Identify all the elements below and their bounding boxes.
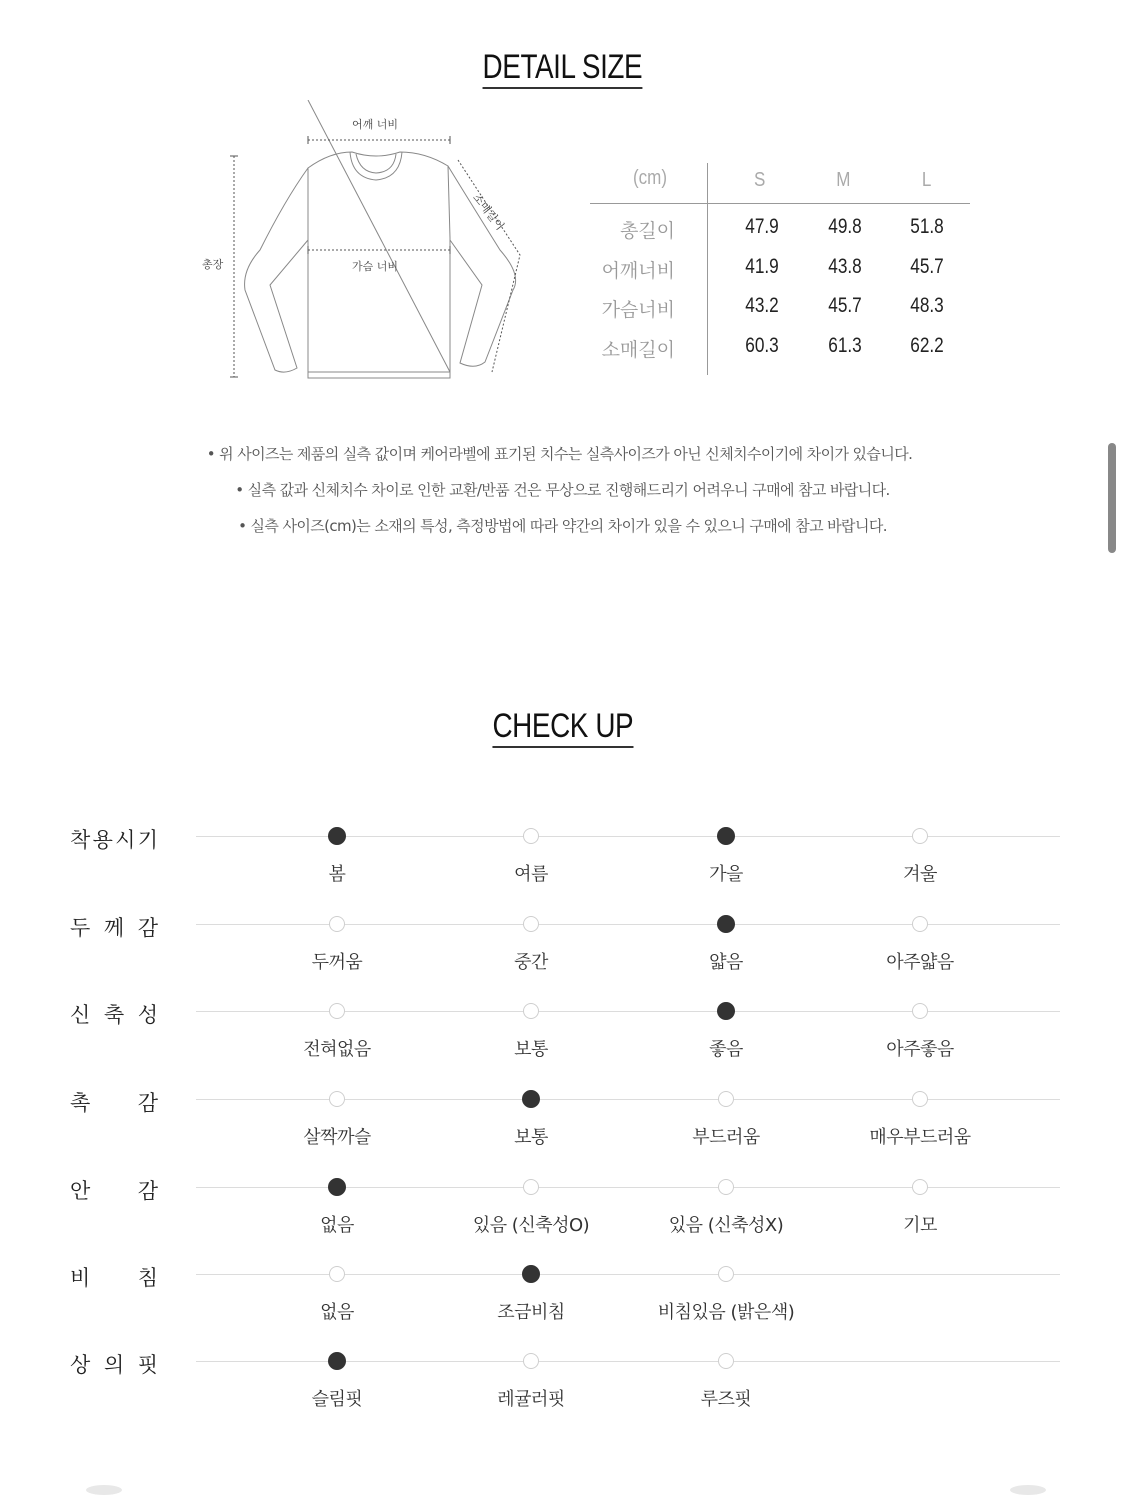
cell-value: 41.9 <box>745 255 779 278</box>
check-up-option-label: 봄 <box>328 864 346 885</box>
check-up-option-label: 기모 <box>903 1215 937 1236</box>
chest-width-label: 가슴 너비 <box>352 260 399 273</box>
label-char: 촉 <box>70 1091 91 1115</box>
label-char: 께 <box>103 916 125 940</box>
radio-unselected-icon <box>718 1179 734 1195</box>
check-up-option-label: 살짝까슬 <box>303 1127 371 1148</box>
table-header-divider <box>590 203 970 204</box>
detail-size-title <box>0 48 1125 89</box>
table-col-m: M <box>836 169 851 191</box>
check-up-title <box>0 707 1125 748</box>
check-up-row <box>0 828 1125 916</box>
label-char: 시 <box>115 828 136 852</box>
cell-value: 47.9 <box>745 215 779 238</box>
check-up-option-label: 아주좋음 <box>886 1039 954 1060</box>
scale-track <box>196 924 1060 925</box>
radio-unselected-icon <box>523 1003 539 1019</box>
sleeve-length-label: 소매길이 <box>470 191 507 233</box>
check-up-row <box>0 1003 1125 1091</box>
scale-track <box>196 1099 1060 1100</box>
shirt-outline-icon <box>190 100 550 400</box>
check-up-option-label: 중간 <box>514 952 548 973</box>
size-note-2: • 실측 값과 신체치수 차이로 인한 교환/반품 건은 무상으로 진행해드리기 어려우니 구매에 참고 바랍니다. <box>235 481 890 499</box>
check-up-option-label: 보통 <box>514 1127 548 1148</box>
cell-value: 48.3 <box>910 294 944 317</box>
check-up-row-label <box>70 1349 158 1379</box>
label-char: 신 <box>70 1003 91 1027</box>
label-char: 성 <box>137 1003 158 1027</box>
radio-unselected-icon <box>912 1091 928 1107</box>
label-char: 침 <box>137 1266 158 1290</box>
cell-value: 60.3 <box>745 334 779 357</box>
label-char: 용 <box>92 828 113 852</box>
check-up-row-label <box>70 824 158 854</box>
size-diagram <box>190 100 550 400</box>
carousel-next-button[interactable] <box>1010 1485 1046 1495</box>
label-char: 감 <box>137 1179 158 1203</box>
cell-value: 49.8 <box>828 215 862 238</box>
radio-unselected-icon <box>718 1091 734 1107</box>
check-up-row <box>0 916 1125 1004</box>
label-char: 기 <box>137 828 158 852</box>
table-col-l: L <box>921 169 932 191</box>
check-up-option-label: 여름 <box>514 864 548 885</box>
page-scrollbar[interactable] <box>1108 443 1116 553</box>
check-up-option-label: 없음 <box>320 1215 354 1236</box>
radio-unselected-icon <box>912 828 928 844</box>
shoulder-width-label: 어깨 너비 <box>352 118 399 131</box>
check-up-row <box>0 1179 1125 1267</box>
check-up-row-label <box>70 912 158 942</box>
radio-unselected-icon <box>912 916 928 932</box>
check-up-option-label: 좋음 <box>709 1039 743 1060</box>
check-up-option-label: 겨울 <box>903 864 937 885</box>
check-up-row-label <box>70 1262 158 1292</box>
check-up-row <box>0 1353 1125 1441</box>
label-char: 의 <box>103 1353 125 1377</box>
label-char: 감 <box>137 1091 158 1115</box>
radio-unselected-icon <box>329 1003 345 1019</box>
scale-track <box>196 1187 1060 1188</box>
check-up-option-label: 비침있음 (밝은색) <box>657 1302 795 1323</box>
row-label: 소매길이 <box>601 340 675 361</box>
cell-value: 43.8 <box>828 255 862 278</box>
check-up-option-label: 레귤러핏 <box>497 1389 565 1410</box>
radio-selected-icon <box>328 1178 346 1196</box>
radio-unselected-icon <box>912 1179 928 1195</box>
check-up-row <box>0 1091 1125 1179</box>
size-note-3: • 실측 사이즈(cm)는 소재의 특성, 측정방법에 따라 약간의 차이가 있을 수 있으니 구매에 참고 바랍니다. <box>238 517 887 535</box>
label-char: 안 <box>70 1179 91 1203</box>
row-label: 가슴너비 <box>601 300 675 321</box>
check-up-option-label: 가을 <box>709 864 743 885</box>
radio-unselected-icon <box>329 1091 345 1107</box>
label-char: 축 <box>103 1003 125 1027</box>
radio-unselected-icon <box>329 1266 345 1282</box>
detail-size-heading: DETAIL SIZE <box>483 48 643 89</box>
row-label: 총길이 <box>619 221 675 242</box>
table-col-s: S <box>754 169 766 191</box>
check-up-option-label: 없음 <box>320 1302 354 1323</box>
cell-value: 61.3 <box>828 334 862 357</box>
check-up-option-label: 매우부드러움 <box>869 1127 971 1148</box>
radio-unselected-icon <box>718 1266 734 1282</box>
check-up-option-label: 얇음 <box>709 952 743 973</box>
scale-track <box>196 1011 1060 1012</box>
check-up-option-label: 있음 (신축성X) <box>668 1215 784 1236</box>
scale-track <box>196 836 1060 837</box>
size-note-1: • 위 사이즈는 제품의 실측 값이며 케어라벨에 표기된 치수는 실측사이즈가 아닌 신체치수이기에 차이가 있습니다. <box>206 445 913 463</box>
label-char: 상 <box>70 1353 91 1377</box>
check-up-row-label <box>70 1087 158 1117</box>
label-char: 핏 <box>137 1353 158 1377</box>
label-char: 두 <box>70 916 91 940</box>
check-up-option-label: 부드러움 <box>692 1127 760 1148</box>
radio-selected-icon <box>522 1090 540 1108</box>
scale-track <box>196 1274 1060 1275</box>
check-up-option-label: 슬림핏 <box>311 1389 363 1410</box>
radio-unselected-icon <box>523 1353 539 1369</box>
cell-value: 45.7 <box>910 255 944 278</box>
label-char: 감 <box>137 916 158 940</box>
radio-unselected-icon <box>523 828 539 844</box>
check-up-option-label: 보통 <box>514 1039 548 1060</box>
radio-selected-icon <box>522 1265 540 1283</box>
radio-unselected-icon <box>329 916 345 932</box>
check-up-row-label <box>70 999 158 1029</box>
radio-selected-icon <box>328 827 346 845</box>
total-length-label: 총장 <box>202 258 224 271</box>
check-up-option-label: 조금비침 <box>497 1302 565 1323</box>
cell-value: 45.7 <box>828 294 862 317</box>
radio-selected-icon <box>717 915 735 933</box>
check-up-row <box>0 1266 1125 1354</box>
carousel-prev-button[interactable] <box>86 1485 122 1495</box>
row-label: 어깨너비 <box>601 261 675 282</box>
radio-selected-icon <box>717 1002 735 1020</box>
cell-value: 43.2 <box>745 294 779 317</box>
check-up-row-label <box>70 1175 158 1205</box>
radio-unselected-icon <box>523 916 539 932</box>
radio-unselected-icon <box>718 1353 734 1369</box>
check-up-option-label: 루즈핏 <box>700 1389 752 1410</box>
radio-selected-icon <box>328 1352 346 1370</box>
radio-unselected-icon <box>912 1003 928 1019</box>
check-up-heading: CHECK UP <box>492 707 633 748</box>
radio-selected-icon <box>717 827 735 845</box>
cell-value: 62.2 <box>910 334 944 357</box>
size-table <box>590 163 970 375</box>
check-up-option-label: 있음 (신축성O) <box>472 1215 590 1236</box>
scale-track <box>196 1361 1060 1362</box>
radio-unselected-icon <box>523 1179 539 1195</box>
label-char: 비 <box>70 1266 91 1290</box>
check-up-option-label: 전혀없음 <box>303 1039 371 1060</box>
check-up-option-label: 아주얇음 <box>886 952 954 973</box>
cell-value: 51.8 <box>910 215 944 238</box>
label-char: 착 <box>70 828 91 852</box>
check-up-option-label: 두꺼움 <box>311 952 363 973</box>
table-vertical-divider <box>707 163 708 375</box>
table-unit-header: (cm) <box>632 167 667 189</box>
